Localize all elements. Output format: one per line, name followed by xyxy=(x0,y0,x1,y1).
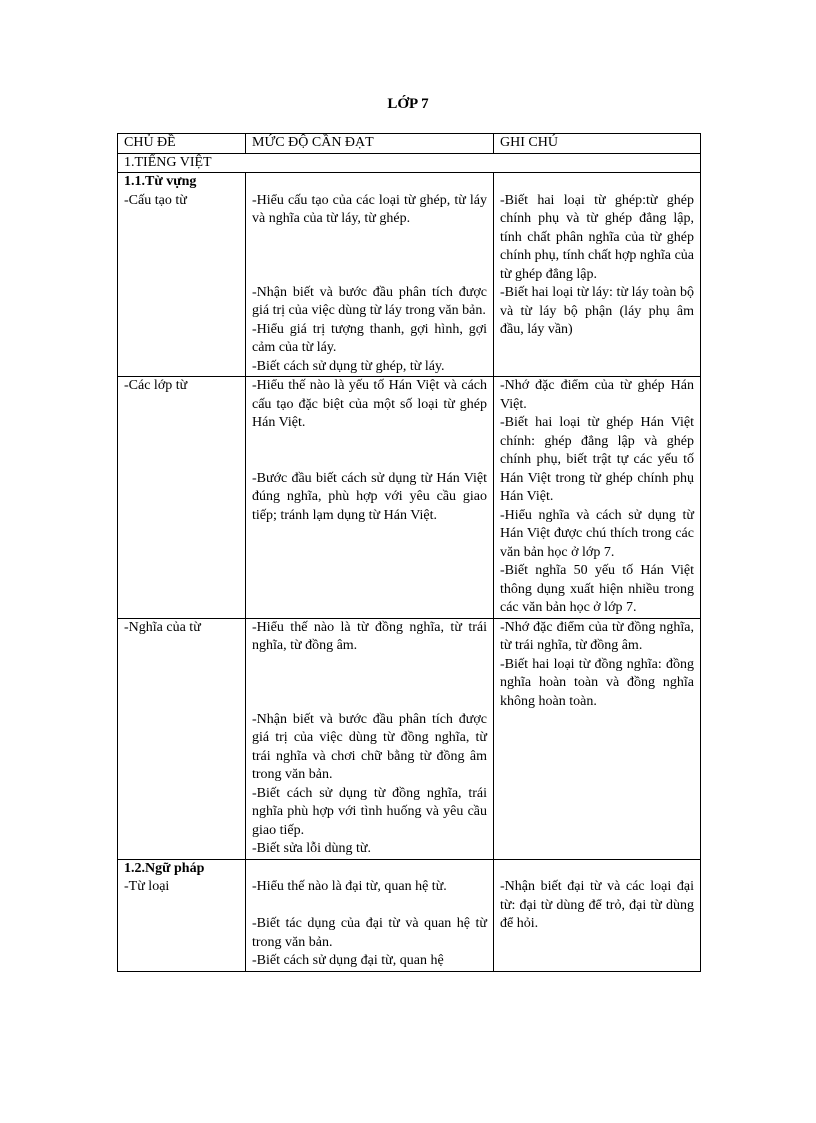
section-title: 1.TIẾNG VIỆT xyxy=(118,153,701,173)
level-item: -Biết cách sử dụng từ đồng nghĩa, trái nghĩa phù hợp với tình huống và yêu cầu giao tiếp. xyxy=(252,785,487,838)
note-cell xyxy=(494,859,701,971)
table-row xyxy=(118,173,701,377)
level-item: -Bước đầu biết cách sử dụng từ Hán Việt đúng nghĩa, phù hợp với yêu cầu giao tiếp; tránh lạm dụng từ Hán Việt. xyxy=(252,470,487,523)
level-item: -Hiểu cấu tạo của các loại từ ghép, từ láy và nghĩa của từ láy, từ ghép. xyxy=(252,192,487,226)
level-item: -Biết cách sử dụng từ ghép, từ láy. xyxy=(252,358,445,374)
note-item: -Nhớ đặc điểm của từ đồng nghĩa, từ trái nghĩa, từ đồng âm. xyxy=(500,619,694,653)
table-row xyxy=(118,618,701,859)
level-item: -Hiểu thế nào là yếu tố Hán Việt và cách cấu tạo đặc biệt của một số loại từ ghép Hán Việt. xyxy=(252,378,487,430)
level-item: -Biết tác dụng của đại từ và quan hệ từ trong văn bản. xyxy=(252,916,487,950)
level-item: -Biết cách sử dụng đại từ, quan hệ xyxy=(252,953,444,968)
level-item: -Hiểu thế nào là từ đồng nghĩa, từ trái nghĩa, từ đồng âm. xyxy=(252,619,487,653)
note-cell xyxy=(494,377,701,619)
note-item: -Nhận biết đại từ và các loại đại từ: đại từ dùng để trỏ, đại từ dùng để hỏi. xyxy=(500,879,694,931)
level-item: -Hiểu giá trị tượng thanh, gợi hình, gợi cảm của từ láy. xyxy=(252,321,487,355)
topic-cell xyxy=(118,618,246,859)
level-cell xyxy=(246,173,494,377)
topic-label: -Các lớp từ xyxy=(124,378,188,393)
subsection-title: 1.2.Ngữ pháp xyxy=(124,860,205,876)
topic-label: -Nghĩa của từ xyxy=(124,619,201,635)
level-cell xyxy=(246,859,494,971)
table-header-row xyxy=(118,134,701,154)
header-topic: CHỦ ĐỀ xyxy=(118,134,246,154)
level-item: -Hiểu thế nào là đại từ, quan hệ từ. xyxy=(252,879,447,894)
section-row xyxy=(118,153,701,173)
level-item: -Nhận biết và bước đầu phân tích được giá trị của việc dùng từ đồng nghĩa, từ trái nghĩa và chơi chữ bằng từ đồng âm trong văn bản. xyxy=(252,711,487,782)
note-item: -Biết hai loại từ ghép Hán Việt chính: ghép đẳng lập và ghép chính phụ, biết trật tự các yếu tố Hán Việt trong từ ghép chính phụ Hán Việt. xyxy=(500,415,694,504)
curriculum-table xyxy=(117,133,701,972)
topic-label: -Từ loại xyxy=(124,879,170,894)
level-cell xyxy=(246,618,494,859)
topic-cell xyxy=(118,859,246,971)
table-row xyxy=(118,859,701,971)
level-item: -Nhận biết và bước đầu phân tích được giá trị của việc dùng từ láy trong văn bản. xyxy=(252,284,487,318)
page-title: LỚP 7 xyxy=(387,96,429,112)
header-note: GHI CHÚ xyxy=(494,134,701,154)
note-item: -Biết hai loại từ ghép:từ ghép chính phụ và từ ghép đẳng lập, tính chất phân nghĩa của từ ghép chính phụ, tính chất hợp nghĩa của từ ghép đẳng lập. xyxy=(500,192,694,282)
note-item: -Nhớ đặc điểm của từ ghép Hán Việt. xyxy=(500,378,694,412)
topic-cell xyxy=(118,377,246,619)
level-item: -Biết sửa lỗi dùng từ. xyxy=(252,841,371,856)
header-level: MỨC ĐỘ CẦN ĐẠT xyxy=(246,134,494,154)
subsection-title: 1.1.Từ vựng xyxy=(124,174,197,189)
note-cell xyxy=(494,618,701,859)
note-item: -Biết hai loại từ đồng nghĩa: đồng nghĩa hoàn toàn và đồng nghĩa không hoàn toàn. xyxy=(500,656,694,709)
note-item: -Biết nghĩa 50 yếu tố Hán Việt thông dụng xuất hiện nhiều trong các văn bản học ở lớp 7. xyxy=(500,563,694,615)
note-cell xyxy=(494,173,701,377)
table-row xyxy=(118,377,701,619)
level-cell xyxy=(246,377,494,619)
note-item: -Hiểu nghĩa và cách sử dụng từ Hán Việt được chú thích trong các văn bản học ở lớp 7. xyxy=(500,507,694,560)
topic-cell xyxy=(118,173,246,377)
note-item: -Biết hai loại từ láy: từ láy toàn bộ và từ láy bộ phận (láy phụ âm đầu, láy vần) xyxy=(500,285,694,337)
topic-label: -Cấu tạo từ xyxy=(124,192,187,208)
